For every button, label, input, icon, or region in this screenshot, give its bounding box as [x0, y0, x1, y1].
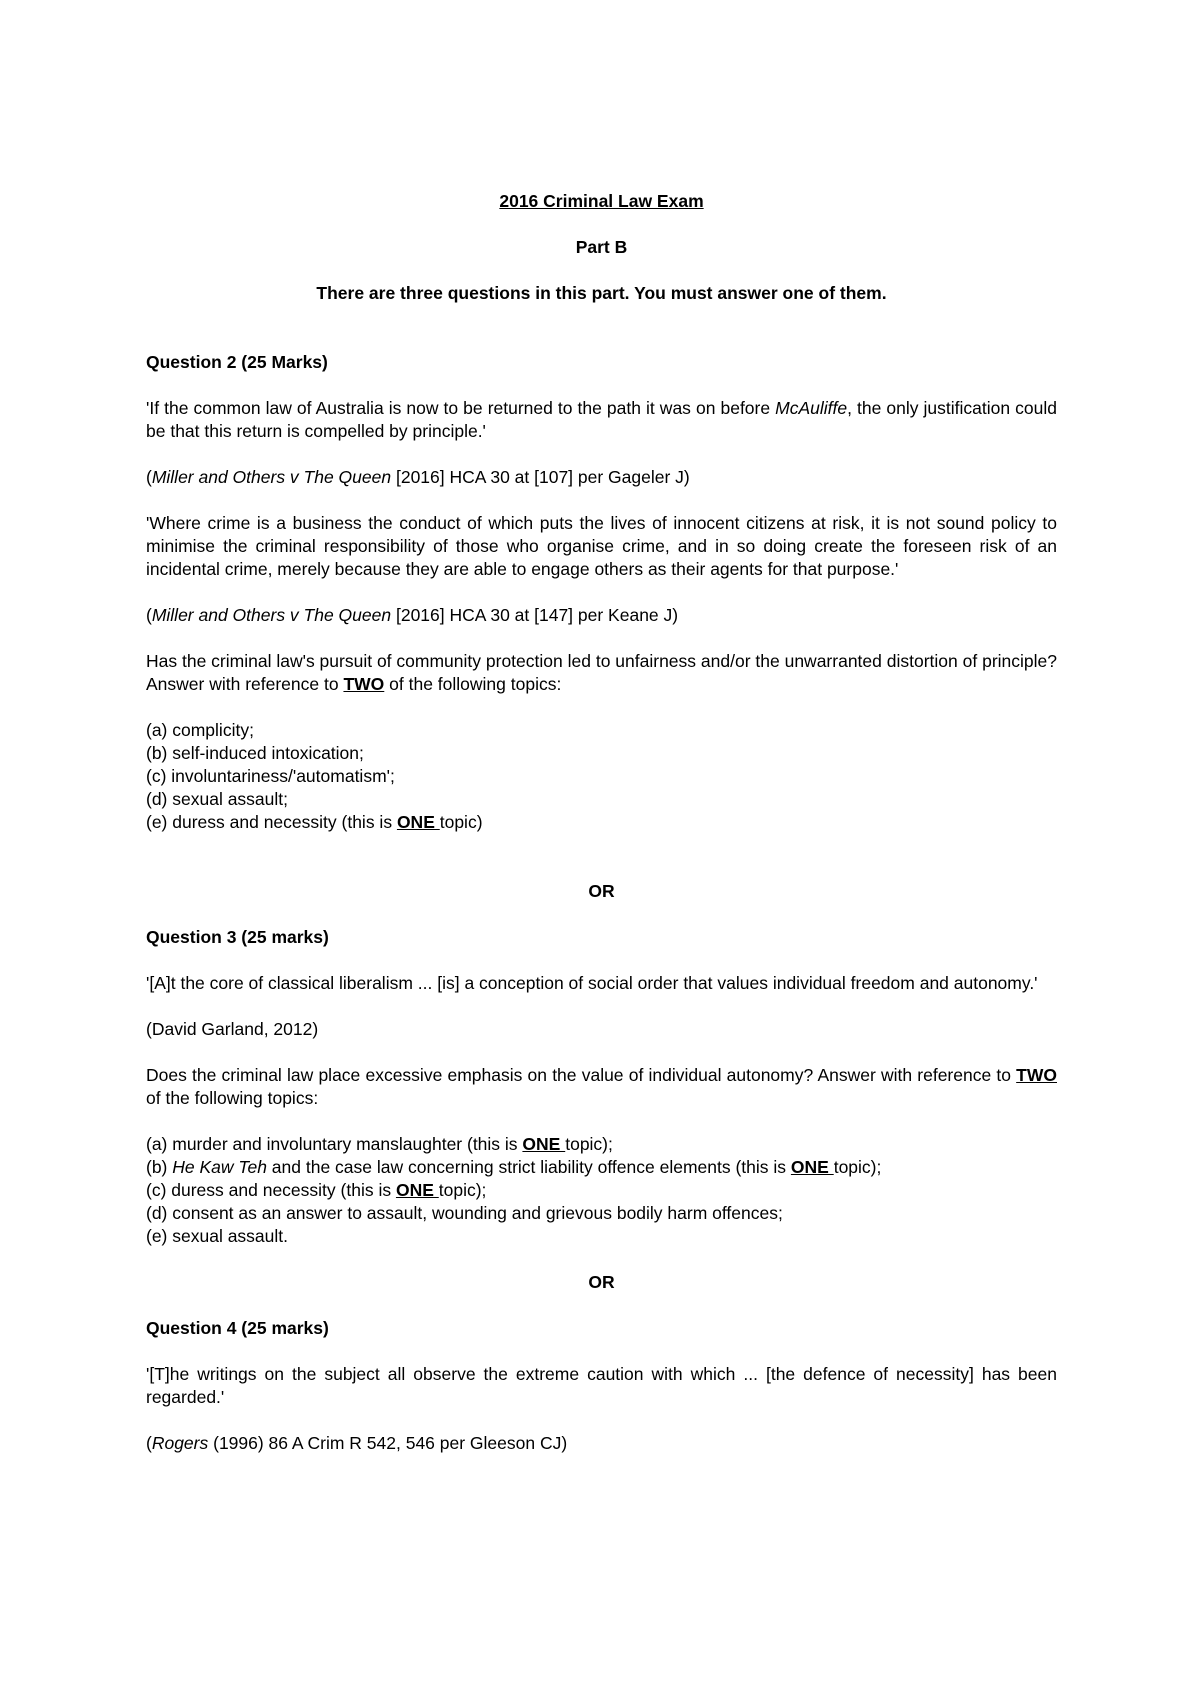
- topic-item: [146, 811, 1057, 834]
- or-separator: OR: [588, 881, 615, 901]
- topic-item: (a) complicity;: [146, 720, 254, 740]
- emphasis-one: ONE: [790, 1157, 834, 1177]
- emphasis-one: ONE: [396, 812, 440, 832]
- question-4: [146, 1317, 1057, 1455]
- question-2-topic-list: [146, 719, 1057, 834]
- case-name: He Kaw Teh: [172, 1157, 267, 1177]
- prompt-text: Does the criminal law place excessive emphasis on the value of individual autonomy? Answer with reference to: [146, 1065, 1017, 1085]
- question-2-citation-1: [146, 466, 1057, 489]
- question-3-heading: Question 3 (25 marks): [146, 927, 329, 947]
- quote-text: 'If the common law of Australia is now to be returned to the path it was on before: [146, 398, 776, 418]
- citation-text: [2016] HCA 30 at [107] per Gageler J): [391, 467, 690, 487]
- citation-text: [2016] HCA 30 at [147] per Keane J): [391, 605, 679, 625]
- topic-item: (d) sexual assault;: [146, 789, 289, 809]
- question-3: [146, 926, 1057, 1248]
- emphasis-one: ONE: [395, 1180, 439, 1200]
- or-separator: OR: [588, 1272, 615, 1292]
- case-name: Miller and Others v The Queen: [151, 605, 392, 625]
- question-2: [146, 351, 1057, 834]
- topic-text: (e) duress and necessity (this is: [146, 812, 397, 832]
- question-4-heading: Question 4 (25 marks): [146, 1318, 329, 1338]
- citation-paren: (: [146, 605, 152, 625]
- citation-paren: (: [146, 467, 152, 487]
- question-2-heading: Question 2 (25 Marks): [146, 352, 328, 372]
- topic-text: topic): [439, 812, 483, 832]
- question-3-topic-list: [146, 1133, 1057, 1248]
- question-4-citation: [146, 1432, 1057, 1455]
- topic-text: topic);: [438, 1180, 487, 1200]
- emphasis-two: TWO: [1016, 1065, 1057, 1085]
- question-4-quote: '[T]he writings on the subject all observe the extreme caution with which ... [the defence of necessity] has been regarded.': [146, 1364, 1057, 1407]
- citation-paren: (: [146, 1433, 152, 1453]
- topic-text: (b): [146, 1157, 173, 1177]
- question-2-prompt: [146, 650, 1057, 696]
- topic-item: (b) self-induced intoxication;: [146, 743, 364, 763]
- exam-page: [146, 190, 1057, 1455]
- part-label: Part B: [575, 237, 628, 257]
- case-name: Rogers: [151, 1433, 209, 1453]
- topic-text: topic);: [833, 1157, 882, 1177]
- emphasis-one: ONE: [522, 1134, 566, 1154]
- case-name: Miller and Others v The Queen: [151, 467, 392, 487]
- quote-text: , the only justification could be that this return is compelled by principle.': [146, 398, 1057, 441]
- part-instruction: There are three questions in this part. You must answer one of them.: [316, 283, 887, 303]
- question-2-quote-1: [146, 397, 1057, 443]
- topic-text: topic);: [565, 1134, 613, 1154]
- topic-item: [146, 1133, 1057, 1156]
- emphasis-two: TWO: [343, 674, 385, 694]
- topic-text: (c) duress and necessity (this is: [146, 1180, 396, 1200]
- prompt-text: Has the criminal law's pursuit of community protection led to unfairness and/or the unwarranted distortion of principle? Answer with reference to: [146, 651, 1057, 694]
- topic-text: (a) murder and involuntary manslaughter (this is: [146, 1134, 523, 1154]
- exam-title: 2016 Criminal Law Exam: [499, 191, 704, 211]
- question-3-quote: '[A]t the core of classical liberalism ... [is] a conception of social order that values individual freedom and autonomy.': [146, 973, 1038, 993]
- topic-item: (d) consent as an answer to assault, wounding and grievous bodily harm offences;: [146, 1203, 783, 1223]
- question-2-quote-2: 'Where crime is a business the conduct of which puts the lives of innocent citizens at risk, it is not sound policy to minimise the criminal responsibility of those who organise crime, and in so doing create the foreseen risk of an incidental crime, merely because they are able to engage others as their agents for that purpose.': [146, 513, 1057, 579]
- topic-item: (e) sexual assault.: [146, 1226, 289, 1246]
- question-3-citation: (David Garland, 2012): [146, 1019, 319, 1039]
- citation-text: (1996) 86 A Crim R 542, 546 per Gleeson CJ): [208, 1433, 568, 1453]
- topic-item: [146, 1156, 1057, 1179]
- prompt-text: of the following topics:: [146, 1088, 319, 1108]
- question-3-prompt: [146, 1064, 1057, 1110]
- topic-item: [146, 1179, 1057, 1202]
- case-name: McAuliffe: [775, 398, 848, 418]
- prompt-text: of the following topics:: [384, 674, 562, 694]
- topic-item: (c) involuntariness/'automatism';: [146, 766, 395, 786]
- question-2-citation-2: [146, 604, 1057, 627]
- topic-text: and the case law concerning strict liability offence elements (this is: [266, 1157, 791, 1177]
